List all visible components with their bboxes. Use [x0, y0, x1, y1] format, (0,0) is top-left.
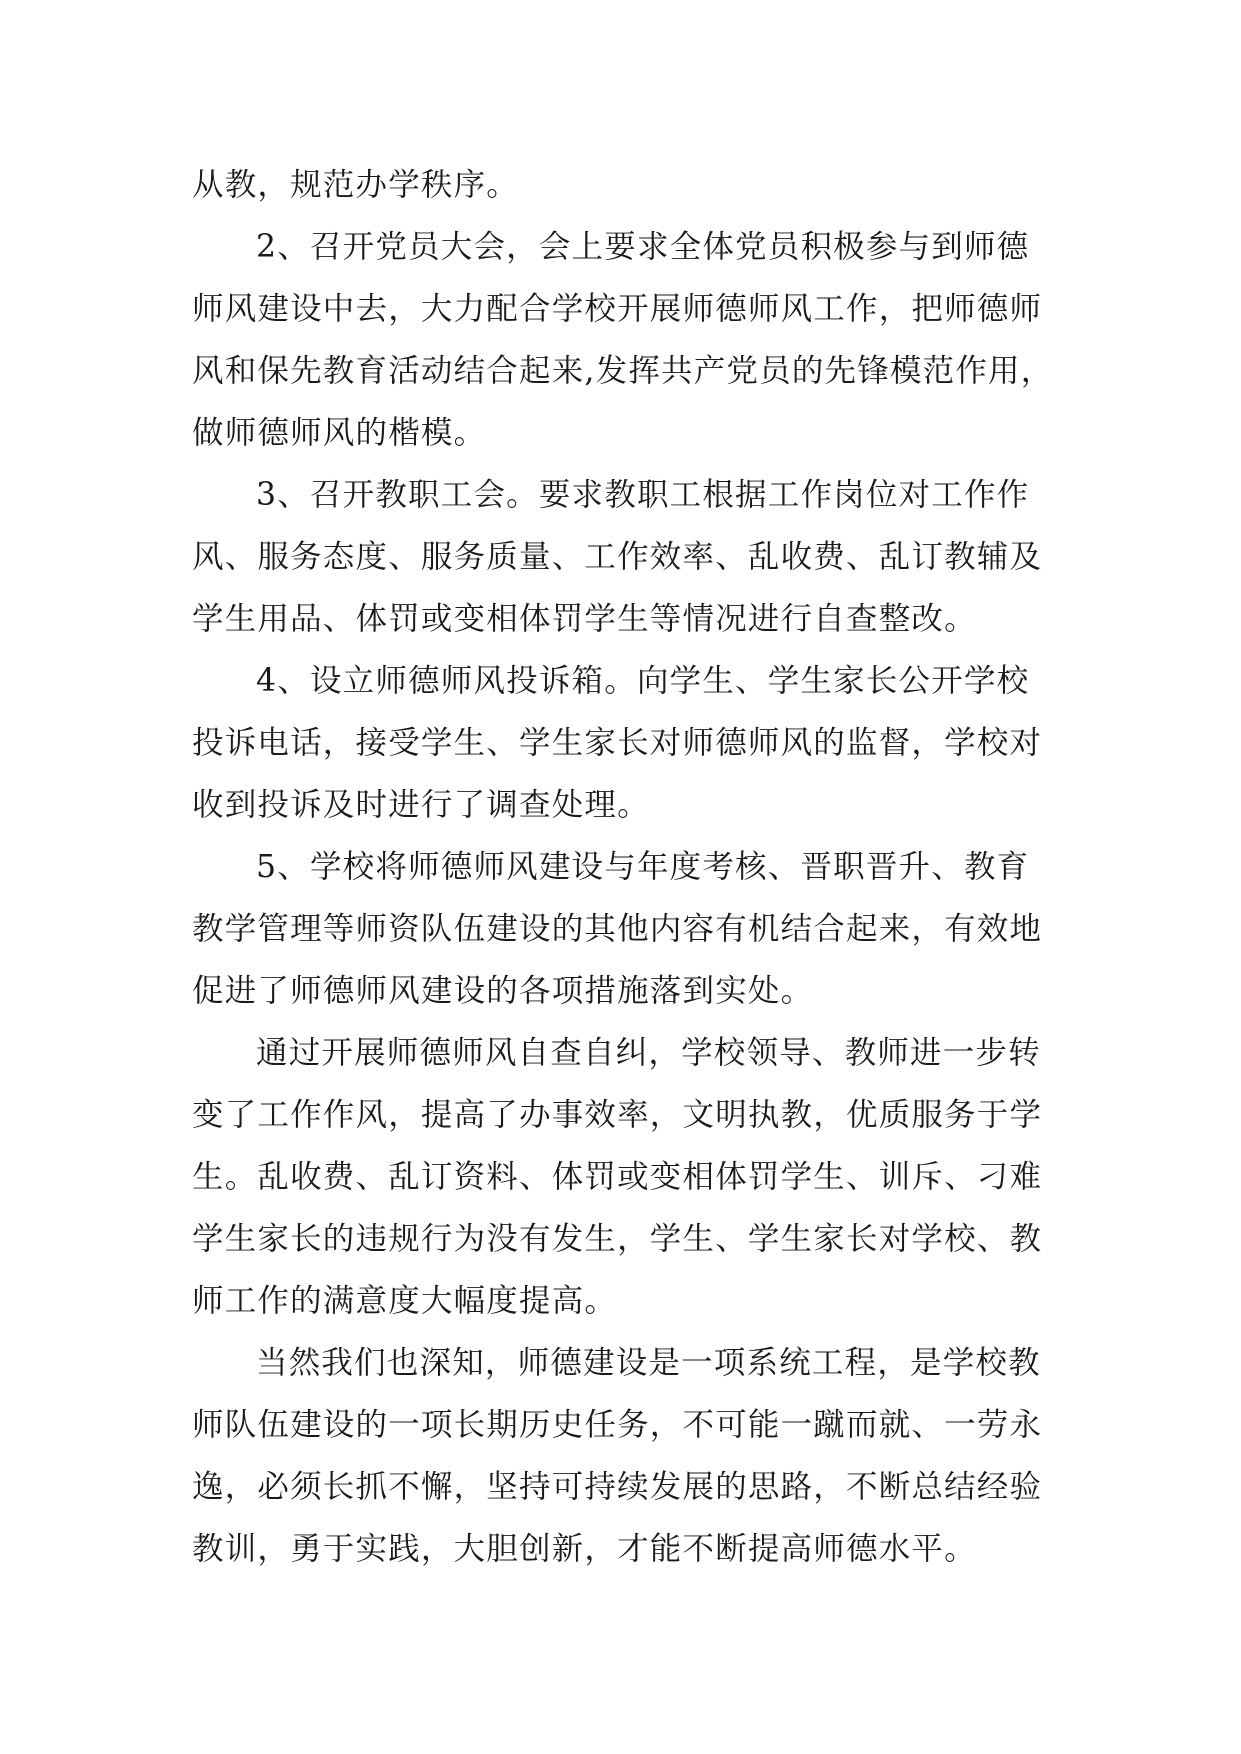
- paragraph-start-line: 3、召开教职工会。要求教职工根据工作岗位对工作作: [256, 477, 1030, 513]
- text-line: 师工作的满意度大幅度提高。: [192, 1283, 618, 1319]
- paragraph-start-line: 4、设立师德师风投诉箱。向学生、学生家长公开学校: [256, 663, 1030, 699]
- paragraph-start-line: 通过开展师德师风自查自纠，学校领导、教师进一步转: [256, 1035, 1041, 1071]
- text-line: 教训，勇于实践，大胆创新，才能不断提高师德水平。: [192, 1531, 977, 1567]
- paragraph-start-line: 2、召开党员大会，会上要求全体党员积极参与到师德: [256, 229, 1030, 265]
- text-line: 从教，规范办学秩序。: [192, 167, 520, 203]
- text-line: 学生家长的违规行为没有发生，学生、学生家长对学校、教: [192, 1221, 1043, 1257]
- text-line: 风和保先教育活动结合起来,发挥共产党员的先锋模范作用，: [192, 353, 1054, 389]
- body-text: [192, 154, 1052, 1580]
- text-line: 投诉电话，接受学生、学生家长对师德师风的监督，学校对: [192, 725, 1043, 761]
- text-line: 师队伍建设的一项长期历史任务，不可能一蹴而就、一劳永: [192, 1407, 1043, 1443]
- text-line: 逸，必须长抓不懈，坚持可持续发展的思路，不断总结经验: [192, 1469, 1043, 1505]
- text-line: 变了工作作风，提高了办事效率，文明执教，优质服务于学: [192, 1097, 1043, 1133]
- text-line: 学生用品、体罚或变相体罚学生等情况进行自查整改。: [192, 601, 977, 637]
- text-line: 生。乱收费、乱订资料、体罚或变相体罚学生、训斥、刁难: [192, 1159, 1043, 1195]
- text-line: 收到投诉及时进行了调查处理。: [192, 787, 650, 823]
- text-line: 做师德师风的楷模。: [192, 415, 487, 451]
- text-line: 师风建设中去，大力配合学校开展师德师风工作，把师德师: [192, 291, 1043, 327]
- text-line: 教学管理等师资队伍建设的其他内容有机结合起来，有效地: [192, 911, 1043, 947]
- text-line: 风、服务态度、服务质量、工作效率、乱收费、乱订教辅及: [192, 539, 1043, 575]
- text-line: 促进了师德师风建设的各项措施落到实处。: [192, 973, 814, 1009]
- paragraph-start-line: 5、学校将师德师风建设与年度考核、晋职晋升、教育: [256, 849, 1030, 885]
- paragraph-start-line: 当然我们也深知，师德建设是一项系统工程，是学校教: [256, 1345, 1041, 1381]
